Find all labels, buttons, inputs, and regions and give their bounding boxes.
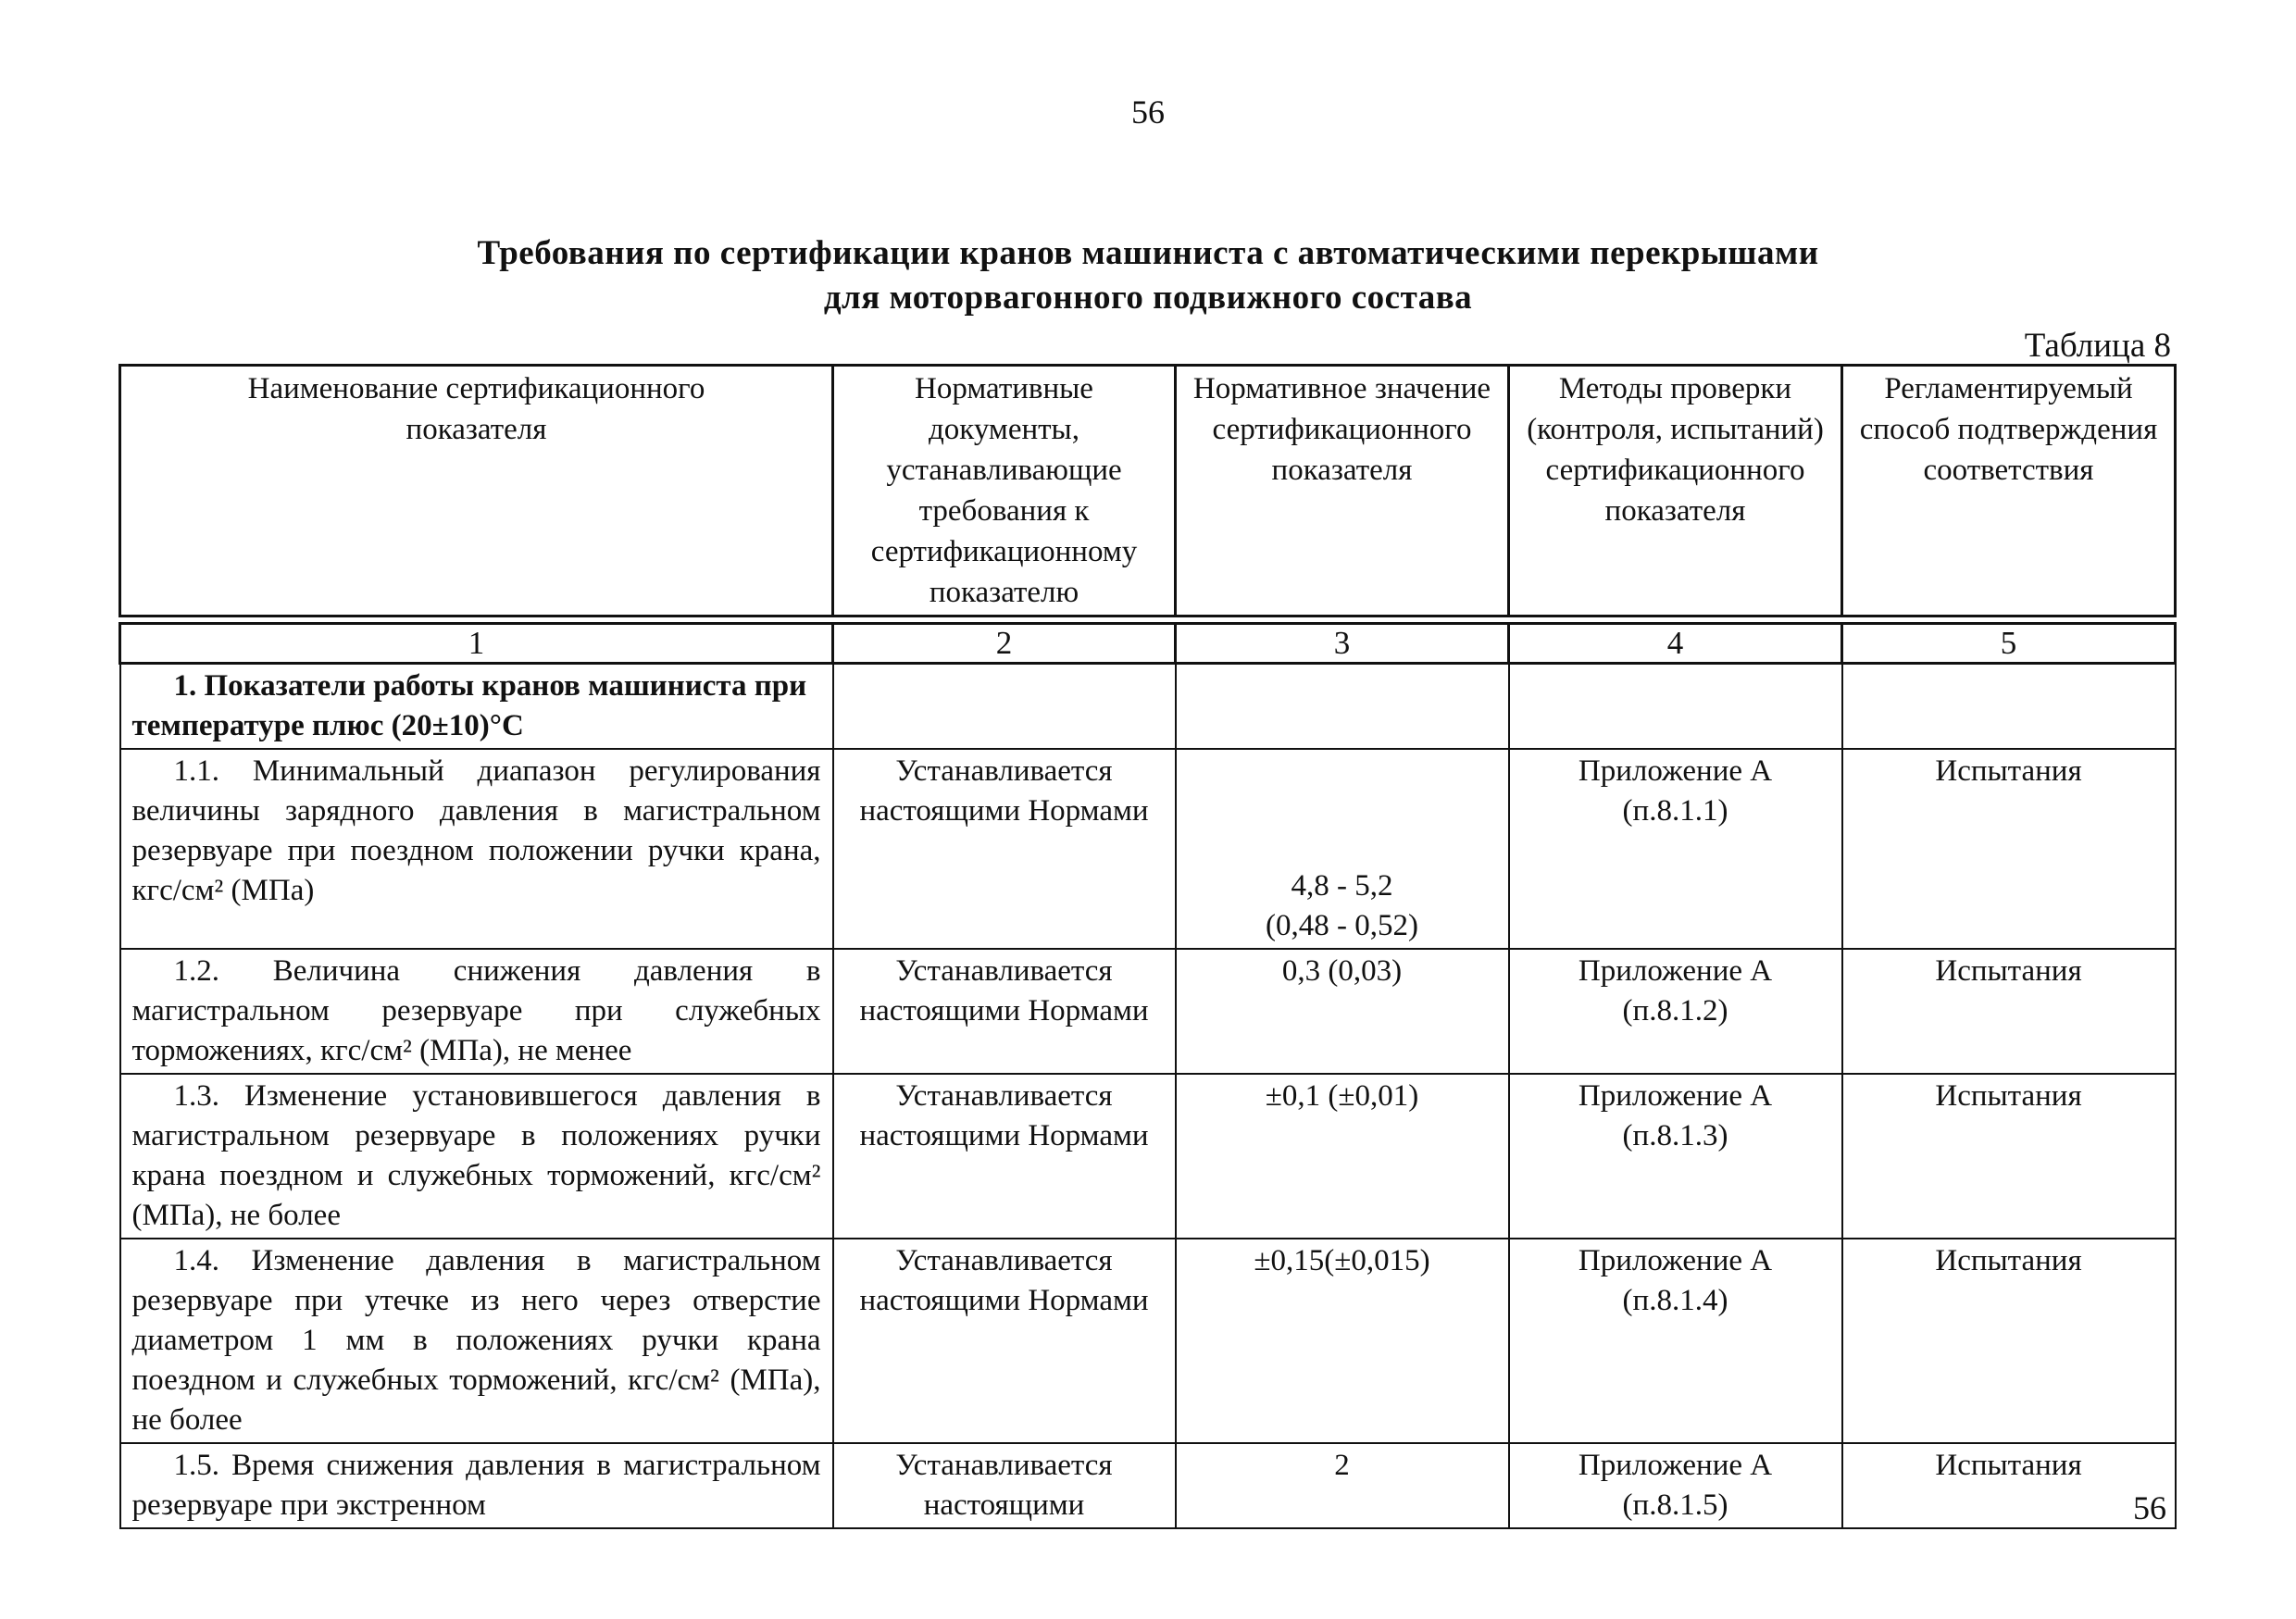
table-label: Таблица 8 bbox=[2024, 327, 2171, 365]
normative-value bbox=[1176, 1443, 1509, 1528]
page-number-bottom: 56 bbox=[2133, 1489, 2166, 1526]
header-cell-docs: Нормативные документы, устанавливающие требования к сертификационному показателю bbox=[833, 366, 1176, 616]
header-cell-value: Нормативное значение сертификационного показателя bbox=[1176, 366, 1509, 616]
normative-doc: Устанавливается настоящими Нормами bbox=[833, 749, 1176, 949]
indicator-name: 1.5. Время снижения давления в магистральном резервуаре при экстренном bbox=[120, 1443, 833, 1528]
test-method-line-1: Приложение А bbox=[1578, 754, 1773, 788]
title-line-1: Требования по сертификации кранов машиниста с автоматическими перекрышами bbox=[477, 234, 1819, 272]
test-method bbox=[1509, 1239, 1842, 1443]
indicator-name: 1.2. Величина снижения давления в магистральном резервуаре при служебных торможениях, кгс/см² (МПа), не менее bbox=[120, 949, 833, 1074]
header-cell-methods: Методы проверки (контроля, испытаний) сертификационного показателя bbox=[1509, 366, 1842, 616]
normative-value-line-1: 2 bbox=[1334, 1449, 1350, 1482]
test-method-line-2: (п.8.1.5) bbox=[1622, 1488, 1728, 1522]
confirmation-method: Испытания bbox=[1842, 949, 2176, 1074]
normative-value bbox=[1176, 1074, 1509, 1239]
test-method-line-2: (п.8.1.2) bbox=[1622, 994, 1728, 1027]
indicator-name: 1.3. Изменение установившегося давления в магистральном резервуаре в положениях ручки крана поездном и служебных торможений, кгс/см² (МПа), не более bbox=[120, 1074, 833, 1239]
test-method bbox=[1509, 1443, 1842, 1528]
section-empty-cell bbox=[1842, 664, 2176, 750]
test-method bbox=[1509, 949, 1842, 1074]
table-body bbox=[119, 622, 2177, 1529]
column-number-2: 2 bbox=[833, 624, 1176, 664]
table-row bbox=[120, 749, 2176, 949]
header-row bbox=[120, 366, 2176, 616]
table-row bbox=[120, 1443, 2176, 1528]
test-method bbox=[1509, 1074, 1842, 1239]
test-method-line-1: Приложение А bbox=[1578, 1244, 1773, 1277]
table-row bbox=[120, 1239, 2176, 1443]
normative-value bbox=[1176, 949, 1509, 1074]
header-cell-confirmation: Регламентируемый способ подтверждения соответствия bbox=[1842, 366, 2176, 616]
table-header bbox=[119, 364, 2177, 617]
column-number-3: 3 bbox=[1176, 624, 1509, 664]
normative-value-line-1: ±0,15(±0,015) bbox=[1254, 1244, 1430, 1277]
normative-doc: Устанавливается настоящими Нормами bbox=[833, 1239, 1176, 1443]
test-method-line-2: (п.8.1.3) bbox=[1622, 1119, 1728, 1152]
test-method-line-1: Приложение А bbox=[1578, 954, 1773, 988]
header-cell-name: Наименование сертификационного показателя bbox=[120, 366, 833, 616]
table-row bbox=[120, 1074, 2176, 1239]
test-method-line-1: Приложение А bbox=[1578, 1079, 1773, 1113]
confirmation-method: Испытания bbox=[1842, 1443, 2176, 1528]
test-method-line-2: (п.8.1.4) bbox=[1622, 1284, 1728, 1317]
normative-value bbox=[1176, 1239, 1509, 1443]
normative-doc: Устанавливается настоящими Нормами bbox=[833, 949, 1176, 1074]
normative-value-line-1: 4,8 - 5,2 bbox=[1291, 869, 1393, 903]
page-title bbox=[0, 231, 2296, 320]
title-line-2: для моторвагонного подвижного состава bbox=[823, 279, 1473, 317]
section-row bbox=[120, 664, 2176, 750]
section-title: 1. Показатели работы кранов машиниста при температуре плюс (20±10)°С bbox=[120, 664, 833, 750]
normative-doc: Устанавливается настоящими bbox=[833, 1443, 1176, 1528]
section-empty-cell bbox=[1509, 664, 1842, 750]
confirmation-method: Испытания bbox=[1842, 749, 2176, 949]
column-number-4: 4 bbox=[1509, 624, 1842, 664]
section-empty-cell bbox=[833, 664, 1176, 750]
normative-value-line-1: ±0,1 (±0,01) bbox=[1265, 1079, 1419, 1113]
indicator-name: 1.4. Изменение давления в магистральном резервуаре при утечке из него через отверстие диаметром 1 мм в положениях ручки крана поездном и служебных торможений, кгс/см² (МПа), не более bbox=[120, 1239, 833, 1443]
normative-value-line-2: (0,48 - 0,52) bbox=[1266, 909, 1418, 942]
section-empty-cell bbox=[1176, 664, 1509, 750]
normative-doc: Устанавливается настоящими Нормами bbox=[833, 1074, 1176, 1239]
test-method bbox=[1509, 749, 1842, 949]
test-method-line-2: (п.8.1.1) bbox=[1622, 794, 1728, 828]
table-row bbox=[120, 949, 2176, 1074]
test-method-line-1: Приложение А bbox=[1578, 1449, 1773, 1482]
indicator-name: 1.1. Минимальный диапазон регулирования величины зарядного давления в магистральном резервуаре при поездном положении ручки крана, кгс/см² (МПа) bbox=[120, 749, 833, 949]
confirmation-method: Испытания bbox=[1842, 1074, 2176, 1239]
normative-value-line-1: 0,3 (0,03) bbox=[1281, 954, 1403, 988]
normative-value bbox=[1176, 749, 1509, 949]
column-number-row bbox=[120, 624, 2176, 664]
page-number-top: 56 bbox=[1131, 93, 1165, 131]
column-number-5: 5 bbox=[1842, 624, 2176, 664]
confirmation-method: Испытания bbox=[1842, 1239, 2176, 1443]
column-number-1: 1 bbox=[120, 624, 833, 664]
